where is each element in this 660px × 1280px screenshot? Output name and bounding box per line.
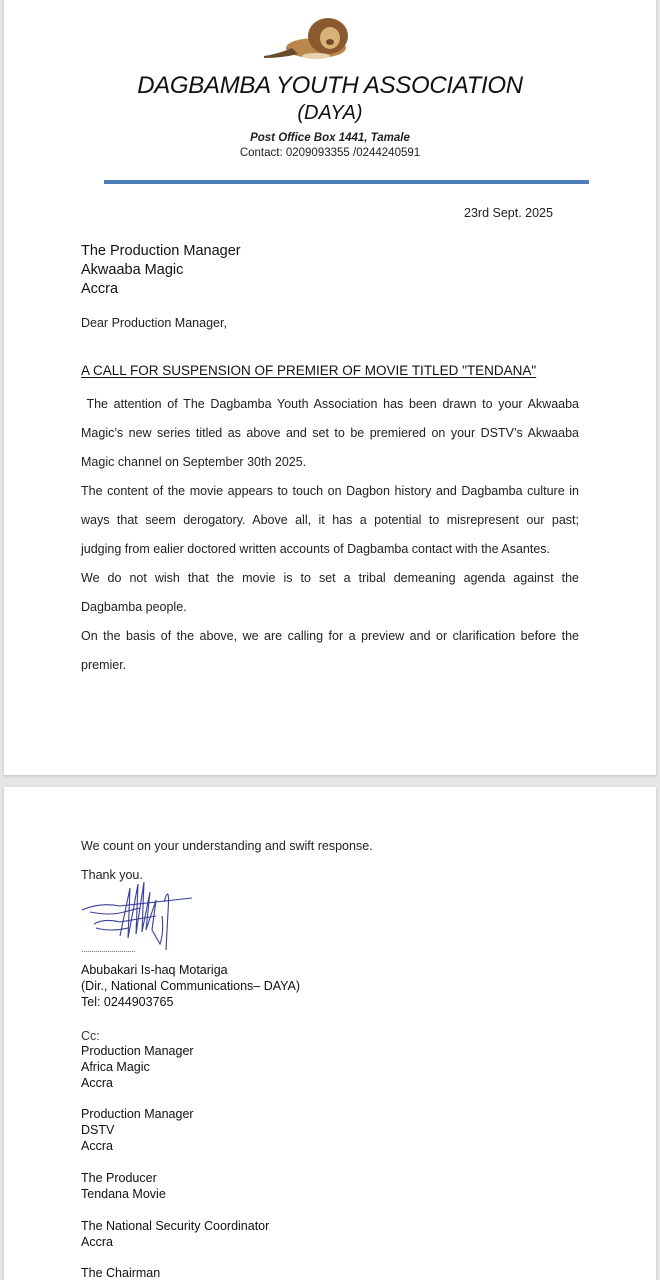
body-line: Magic channel on September 30th 2025. <box>81 455 307 469</box>
body-line: On the basis of the above, we are calling for a preview and or clarification before the <box>81 629 579 643</box>
cc-line: Production Manager <box>81 1107 194 1121</box>
cc-line: DSTV <box>81 1123 115 1137</box>
cc-label: Cc: <box>81 1029 100 1043</box>
letter-date: 23rd Sept. 2025 <box>464 206 553 220</box>
cc-line: Tendana Movie <box>81 1187 166 1201</box>
signatory-name: Abubakari Is-haq Motariga <box>81 963 228 977</box>
body-line: The attention of The Dagbamba Youth Association has been drawn to your Akwaaba <box>81 397 579 411</box>
letter-subject: A CALL FOR SUSPENSION OF PREMIER OF MOVIE TITLED "TENDANA" <box>81 363 537 378</box>
body-line: Dagbamba people. <box>81 600 187 614</box>
letter-page-1 <box>4 0 656 775</box>
letter-page-2 <box>4 787 656 1280</box>
body-line: The content of the movie appears to touch on Dagbon history and Dagbamba culture in <box>81 484 579 498</box>
body-line: ways that seem derogatory. Above all, it has a potential to misrepresent our past; <box>81 513 579 527</box>
salutation: Dear Production Manager, <box>81 316 227 330</box>
organization-contact: Contact: 0209093355 /0244240591 <box>239 147 421 159</box>
cc-line: Africa Magic <box>81 1060 150 1074</box>
recipient-line: Akwaaba Magic <box>81 262 184 278</box>
organization-name: DAGBAMBA YOUTH ASSOCIATION <box>137 72 523 99</box>
organization-abbreviation: (DAYA) <box>297 102 363 124</box>
signature-icon <box>80 872 198 952</box>
recipient-line: Accra <box>81 281 119 297</box>
thank-you: Thank you. <box>81 868 143 882</box>
organization-address: Post Office Box 1441, Tamale <box>250 132 410 144</box>
cc-line: The Producer <box>81 1171 157 1185</box>
recipient-line: The Production Manager <box>81 243 241 259</box>
signatory-title: (Dir., National Communications– DAYA) <box>81 979 301 993</box>
lion-logo-icon <box>258 14 356 62</box>
signature-dotted-line: ........................... <box>81 944 136 954</box>
body-line: premier. <box>81 658 127 672</box>
cc-line: The Chairman <box>81 1266 161 1280</box>
cc-line: Accra <box>81 1235 113 1249</box>
closing-line: We count on your understanding and swift response. <box>81 839 373 853</box>
signatory-phone: Tel: 0244903765 <box>81 995 174 1009</box>
letterhead-divider <box>104 180 589 184</box>
cc-line: Production Manager <box>81 1044 194 1058</box>
cc-line: The National Security Coordinator <box>81 1219 270 1233</box>
cc-line: Accra <box>81 1076 113 1090</box>
body-line: We do not wish that the movie is to set a tribal demeaning agenda against the <box>81 571 579 585</box>
body-line: judging from ealier doctored written accounts of Dagbamba contact with the Asantes. <box>81 542 551 556</box>
body-line: Magic’s new series titled as above and set to be premiered on your DSTV’s Akwaaba <box>81 426 579 440</box>
cc-line: Accra <box>81 1139 113 1153</box>
